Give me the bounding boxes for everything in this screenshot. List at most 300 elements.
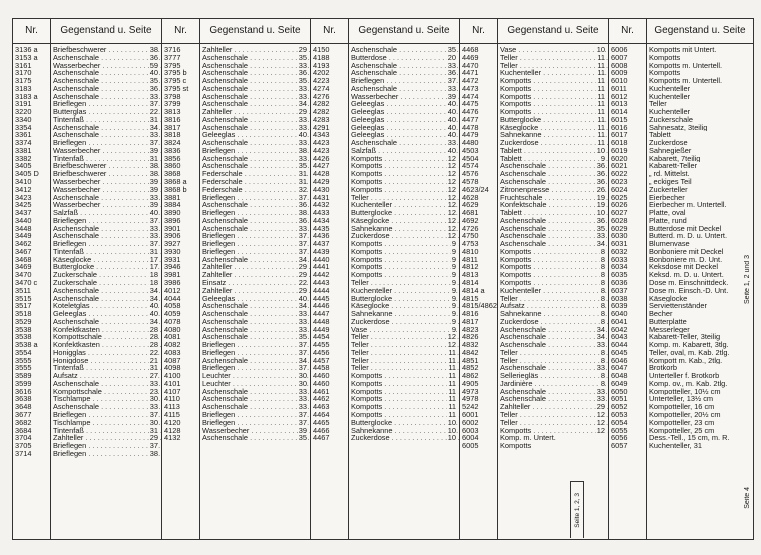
item-name: Brieflegen . . . [53,217,161,225]
item-entry [647,388,753,396]
item-number: 4433 [313,209,330,217]
item-name: Selleriegläs . . . [500,372,608,380]
item-number: 3616 [15,387,32,396]
item-name: Aschenschale . . . [202,162,310,170]
item-entry [51,170,161,178]
item-name: Käseglocke [649,294,688,303]
item-name: Aschenschale . . . [500,341,608,349]
item-entry [498,442,608,450]
item-name: Koteletglas . . . [53,302,161,310]
item-number: 3818 [164,131,181,140]
side-label-seite-123: Seite 1, 2 und 3 [744,255,751,305]
column-body [609,44,753,539]
item-page: 33 [447,61,456,70]
item-number: 3440 [15,216,32,225]
item-name: Teller . . . [351,357,459,365]
item-entry [349,46,459,54]
item-entry [51,116,161,124]
item-entry [51,310,161,318]
item-page: 11 [448,410,456,419]
item-number: 3714 [15,449,32,458]
item-name: Aschenschale . . . [202,333,310,341]
item-name: Kuchenteller [649,108,691,116]
item-name: Kabarett-Teller, 3teilig [649,333,721,342]
item-number: 3529 [15,317,32,326]
item-number: 3795 st [164,84,189,93]
item-page: 12 [447,170,456,179]
item-name: Kompotts . . . [500,271,608,279]
item-page: 9 [451,310,456,318]
item-page: 33 [149,379,158,388]
item-name: Kuchenteller . . . [500,69,608,77]
item-number: 6042 [611,325,628,334]
item-number: 4812 [462,263,479,272]
item-entry [200,318,310,326]
item-number: 3817 [164,123,181,132]
item-name: Konfektschale . . . [500,201,608,209]
column-header [13,19,161,44]
item-page: 31 [149,115,158,124]
item-name: Kompotts . . . [351,186,459,194]
item-page: 11 [597,84,605,93]
item-name: Kompotts . . . [500,256,608,264]
item-page: 36 [596,178,605,186]
nr-cell-column [609,44,647,539]
item-entry [200,380,310,388]
item-name: Zahlteller . . . [500,403,608,411]
item-entry [51,326,161,334]
item-entry [647,194,753,202]
item-page: 20 [447,53,456,62]
item-name: Sahnekanne . . . [351,310,459,318]
item-page: 39 [149,178,158,186]
item-entry [51,131,161,139]
item-entry [200,108,310,116]
item-entry [349,124,459,132]
item-number: 6023 [611,178,628,186]
item-number: 3704 [15,434,32,443]
item-number: 4468 [462,46,479,54]
item-number: 4753 [462,240,479,248]
item-number: 3555 [15,364,32,373]
item-name: Aschenschale . . . [500,232,608,240]
item-page: 31 [298,170,307,179]
item-name: Aschenschale . . . [202,395,310,403]
item-entry [200,427,310,435]
item-page: 8 [600,263,605,272]
item-number: 4098 [164,364,181,373]
item-page: 28 [149,341,158,349]
item-number: 3183 [15,84,32,93]
item-name: Butterglas . . . [53,108,161,116]
item-page: 35 [447,46,456,54]
item-number: 3538 a [15,341,38,349]
item-name: Butterglocke . . . [351,209,459,217]
item-entry [51,372,161,380]
item-entry [498,302,608,310]
item-name: Zuckerschale . . . [53,271,161,279]
item-entry [200,333,310,341]
item-number: 3538 [15,333,32,342]
item-entry [498,225,608,233]
item-entry [200,170,310,178]
item-number: 3425 [15,201,32,210]
item-name: Aschenschale . . . [202,77,310,85]
item-name: Brieflegen . . . [202,240,310,248]
item-page: 34 [149,123,158,132]
item-page: 12 [447,154,456,163]
item-entry [498,388,608,396]
item-page: 36 [447,69,456,78]
item-page: 11 [448,387,456,396]
item-entry [349,364,459,372]
item-page: 9 [451,240,456,248]
item-number: 6012 [611,92,628,101]
item-page: 12 [447,162,456,171]
item-entry [200,77,310,85]
item-page: 9 [451,317,456,326]
item-entry [647,170,753,178]
header-nr: Nr. [162,19,200,43]
item-entry [498,248,608,256]
item-entry [647,116,753,124]
item-cell-column [200,44,310,539]
item-entry [51,108,161,116]
item-number: 3517 [15,302,32,311]
item-entry [647,139,753,147]
item-entry [51,85,161,93]
item-page: 8 [600,348,605,357]
item-name: Aschenschale . . . [351,139,459,147]
item-entry [349,225,459,233]
item-number: 4842 [462,348,479,357]
item-name: Zahlteller . . . [202,263,310,271]
item-entry [647,201,753,209]
item-number: 4458 [313,364,330,373]
item-entry [349,333,459,341]
item-entry [51,46,161,54]
item-name: Kompotts . . . [500,248,608,256]
item-number: 3884 [164,201,181,210]
item-page: 33 [298,92,307,101]
item-entry [200,93,310,101]
item-name: Teller . . . [500,62,608,70]
item-entry [647,178,753,186]
item-number: 3684 [15,426,32,435]
item-number: 4449 [313,325,330,334]
item-number: 6013 [611,100,628,109]
item-entry [647,46,753,54]
item-number: 3648 [15,403,32,411]
item-number: 4681 [462,209,479,217]
item-entry [51,69,161,77]
item-page: 34 [149,294,158,303]
item-name: Platte, rund [649,216,687,225]
item-entry [647,427,753,435]
item-cell-column [349,44,459,539]
item-entry [498,178,608,186]
item-page: 8 [600,302,605,311]
item-number: 4078 [164,317,181,326]
item-number: 3191 [15,100,32,109]
item-name: Aschenschale . . . [500,225,608,233]
item-page: 10 [596,46,605,54]
item-number: 4826 [462,333,479,342]
item-page: 34 [596,325,605,334]
item-number: 4100 [164,372,181,380]
item-name: Zuckerdose . . . [500,139,608,147]
item-number: 3896 [164,216,181,225]
item-entry [349,248,459,256]
item-name: Käseglocke . . . [53,256,161,264]
item-number: 6030 [611,232,628,241]
item-name: Butterglocke . . . [351,419,459,427]
item-number: 4426 [313,154,330,163]
item-name: Butterglocke . . . [53,263,161,271]
item-page: 31 [149,154,158,163]
item-entry [51,411,161,419]
item-entry [498,372,608,380]
item-entry [647,372,753,380]
item-entry [647,364,753,372]
item-entry [498,240,608,248]
item-name: Leuchter . . . [202,380,310,388]
item-page: 12 [447,193,456,202]
item-page: 59 [149,61,158,70]
item-number: 6004 [462,434,479,443]
item-name: Blumenvase [649,240,690,248]
item-entry [498,131,608,139]
item-page: 12 [447,178,456,186]
header-nr: Nr. [460,19,498,43]
item-number: 6037 [611,286,628,295]
item-name: Komp. ov., m. Kab. 2tlg. [649,379,728,388]
item-number: 4188 [313,53,330,62]
item-number: 6007 [611,53,628,62]
item-page: 10 [447,426,456,435]
item-page: 11 [597,61,605,70]
item-entry [200,357,310,365]
item-number: 4128 [164,426,181,435]
item-number: 4462 [313,395,330,404]
item-number: 3716 [164,46,181,54]
item-page: 11 [597,53,605,62]
item-number: 3856 [164,154,181,163]
item-page: 29 [596,403,605,411]
item-entry [647,302,753,310]
item-entry [498,194,608,202]
item-entry [498,380,608,388]
item-page: 37 [298,247,307,256]
item-name: Zuckerdose . . . [500,318,608,326]
item-number: 6036 [611,278,628,287]
item-number: 3470 c [15,278,38,287]
item-name: Aschenschale . . . [351,69,459,77]
item-number: 4832 [462,341,479,349]
item-name: Kompotts . . . [500,85,608,93]
item-number: 6055 [611,426,628,435]
item-entry [498,411,608,419]
item-entry [349,349,459,357]
item-page: 33 [298,154,307,163]
item-entry [200,100,310,108]
item-name: Zuckerdose . . . [351,318,459,326]
item-page: 33 [596,232,605,241]
item-number: 3930 [164,247,181,256]
item-page: 40 [447,123,456,132]
item-name: Teller . . . [351,364,459,372]
item-page: 37 [298,348,307,357]
item-name: Teller . . . [351,349,459,357]
item-name: Aschenschale . . . [202,85,310,93]
item-name: Aschenschale . . . [500,217,608,225]
item-name: Kompotts . . . [500,77,608,85]
item-name: Aschenschale . . . [53,77,161,85]
item-page: 11 [597,139,605,147]
item-entry [51,318,161,326]
item-number: 6050 [611,387,628,396]
item-name: Kuchenteller . . . [351,201,459,209]
item-entry [200,54,310,62]
item-page: 11 [597,108,605,116]
item-entry [647,54,753,62]
item-number: 3354 [15,123,32,132]
item-page: 12 [596,410,605,419]
item-name: Zitronenpresse . . . [500,186,608,194]
item-number: 4574 [462,162,479,171]
item-page: 19 [596,193,605,202]
item-number: 3470 [15,271,32,279]
item-page: 39 [149,201,158,210]
item-entry [647,341,753,349]
item-cell-column [51,44,161,539]
item-name: Teller . . . [351,194,459,202]
item-entry [51,434,161,442]
item-page: 38 [149,162,158,171]
item-number: 3136 a [15,46,38,54]
item-number: 6010 [611,77,628,85]
item-number: 4479 [462,131,479,140]
item-number: 4282 [313,100,330,109]
header-gegenstand: Gegenstand u. Seite [209,25,301,36]
item-entry [51,256,161,264]
item-page: 37 [149,139,158,147]
item-name: Teller [649,100,667,109]
item-entry [200,295,310,303]
item-page: 23 [149,387,158,396]
item-name: Aschenschale . . . [53,403,161,411]
item-entry [51,403,161,411]
item-number: 6040 [611,310,628,318]
item-page: 33 [596,387,605,396]
item-page: 36 [596,170,605,179]
item-entry [200,263,310,271]
item-page: 34 [149,286,158,295]
item-name: Unterteller f. Brotkorb [649,372,720,380]
item-entry [647,256,753,264]
item-name: Kompotts . . . [351,178,459,186]
item-page: 36 [298,216,307,225]
item-name: Sahnegießer [649,146,692,155]
item-number: 4576 [462,170,479,179]
item-name: Geleeglas . . . [351,131,459,139]
item-name: Teller, oval, m. Kab. 2tlg. [649,348,730,357]
item-number: 6052 [611,403,628,411]
item-number: 6048 [611,372,628,380]
item-entry [51,295,161,303]
item-number: 6009 [611,69,628,78]
item-entry [647,326,753,334]
item-name: Aschenschale . . . [202,69,310,77]
nr-cell-column [311,44,349,539]
item-name: Konfektkasten . . . [53,326,161,334]
item-name: Brieflegen . . . [53,100,161,108]
item-number: 6053 [611,410,628,419]
item-name: Brieflegen . . . [53,450,161,458]
item-page: 31 [298,178,307,186]
item-number: 4469 [462,53,479,62]
item-number: 4862 [462,372,479,380]
item-number: 6031 [611,240,628,248]
item-number: 4504 [462,154,479,163]
item-page: 10 [447,434,456,443]
item-number: 4471 [462,69,479,78]
item-name: Messerleger [649,325,690,334]
item-entry [498,155,608,163]
item-entry [498,46,608,54]
item-entry [349,427,459,435]
item-name: Vase . . . [351,326,459,334]
item-page: 40 [298,131,307,140]
item-entry [498,54,608,62]
item-entry [498,139,608,147]
item-page: 35 [298,77,307,85]
item-name: Tintenfaß . . . [53,364,161,372]
item-entry [498,434,608,442]
item-cell-column [647,44,753,539]
item-entry [349,326,459,334]
item-name: Aschenschale . . . [53,232,161,240]
item-page: 33 [596,364,605,373]
item-entry [51,209,161,217]
item-number: 4150 [313,46,330,54]
item-entry [51,240,161,248]
item-entry [349,395,459,403]
item-name: Kompotts . . . [500,279,608,287]
item-page: 33 [298,395,307,404]
item-page: 33 [596,395,605,404]
item-name: Eierbecher m. Untertell. [649,201,727,210]
item-name: Kompotts . . . [351,170,459,178]
item-entry [200,194,310,202]
item-number: 3931 [164,255,181,264]
item-name: Federschale . . . [202,186,310,194]
item-name: Brieflegen . . . [53,442,161,450]
item-page: 28 [149,325,158,334]
item-number: 3220 [15,108,32,116]
item-number: 3981 [164,271,181,279]
item-number: 4472 [462,77,479,85]
item-page: 11 [597,115,605,124]
item-entry [200,209,310,217]
item-page: 33 [298,387,307,396]
nr-cell-column [460,44,498,539]
item-page: 9 [451,263,456,272]
item-number: 4113 [164,403,180,411]
column-header [609,19,753,44]
item-entry [498,124,608,132]
item-number: 4107 [164,387,181,396]
